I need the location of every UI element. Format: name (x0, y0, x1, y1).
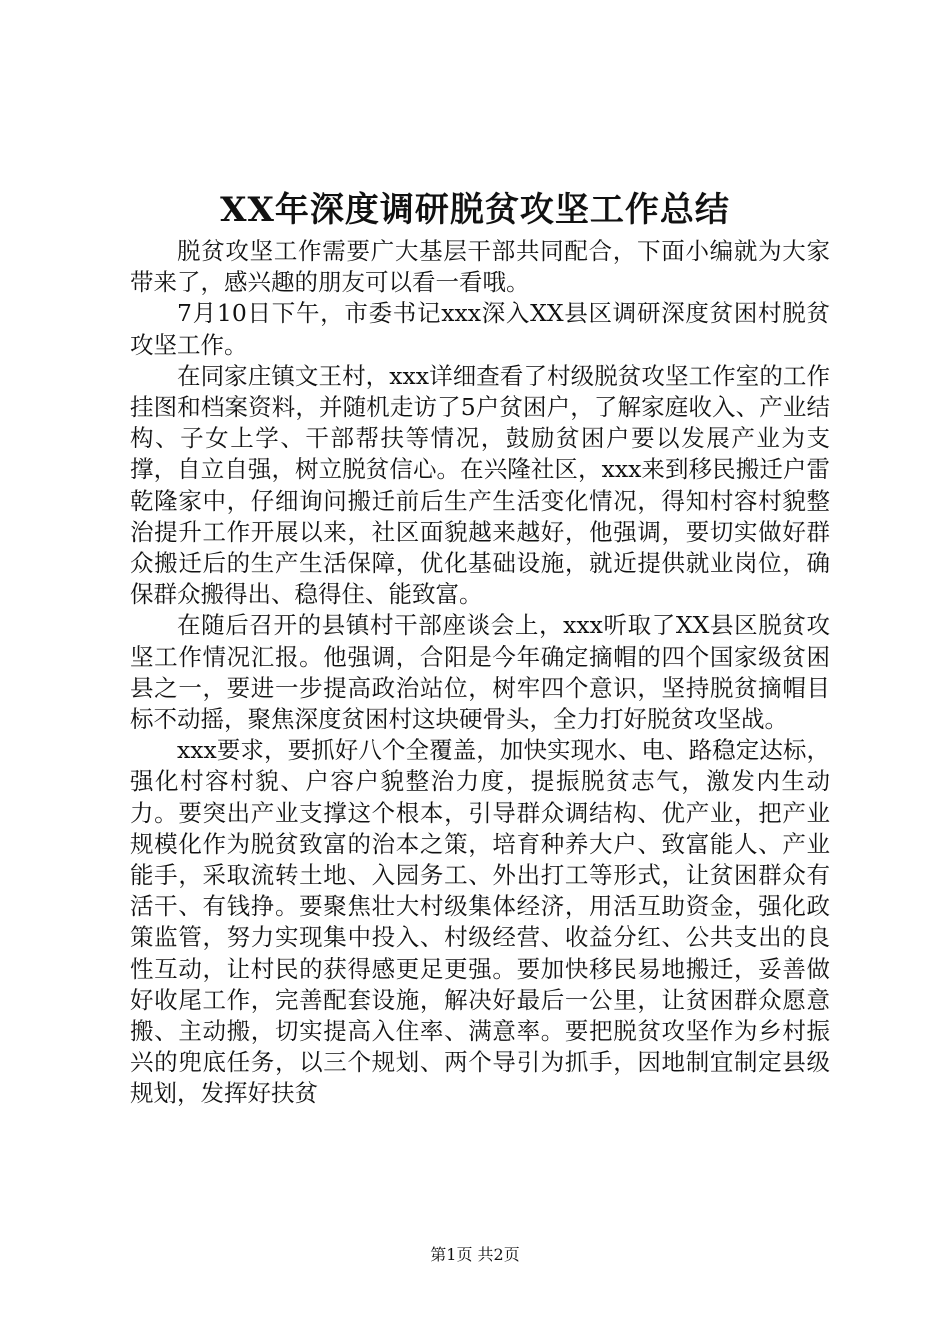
paragraph: 7月10日下午，市委书记xxx深入XX县区调研深度贫困村脱贫攻坚工作。 (130, 299, 830, 359)
document-body (130, 236, 830, 1110)
paragraph: 脱贫攻坚工作需要广大基层干部共同配合，下面小编就为大家带来了，感兴趣的朋友可以看一看哦。 (130, 237, 830, 297)
document-title: XX年深度调研脱贫攻坚工作总结 (220, 190, 730, 230)
page-number-footer: 第1页 共2页 (430, 1245, 520, 1264)
paragraph: 在随后召开的县镇村干部座谈会上，xxx听取了XX县区脱贫攻坚工作情况汇报。他强调，合阳是今年确定摘帽的四个国家级贫困县之一，要进一步提高政治站位，树牢四个意识，坚持脱贫摘帽目标不动摇，聚焦深度贫困村这块硬骨头，全力打好脱贫攻坚战。 (130, 611, 830, 734)
paragraph: xxx要求，要抓好八个全覆盖，加快实现水、电、路稳定达标，强化村容村貌、户容户貌整治力度，提振脱贫志气，激发内生动力。要突出产业支撑这个根本，引导群众调结构、优产业，把产业规模化作为脱贫致富的治本之策，培育种养大户、致富能人、产业能手，采取流转土地、入园务工、外出打工等形式，让贫困群众有活干、有钱挣。要聚焦壮大村级集体经济，用活互助资金，强化政策监管，努力实现集中投入、村级经营、收益分红、公共支出的良性互动，让村民的获得感更足更强。要加快移民易地搬迁，妥善做好收尾工作，完善配套设施，解决好最后一公里，让贫困群众愿意搬、主动搬，切实提高入住率、满意率。要把脱贫攻坚作为乡村振兴的兜底任务，以三个规划、两个导引为抓手，因地制宜制定县级规划，发挥好扶贫 (130, 736, 830, 1108)
paragraph: 在同家庄镇文王村，xxx详细查看了村级脱贫攻坚工作室的工作挂图和档案资料，并随机走访了5户贫困户，了解家庭收入、产业结构、子女上学、干部帮扶等情况，鼓励贫困户要以发展产业为支撑，自立自强，树立脱贫信心。在兴隆社区，xxx来到移民搬迁户雷乾隆家中，仔细询问搬迁前后生产生活变化情况，得知村容村貌整治提升工作开展以来，社区面貌越来越好，他强调，要切实做好群众搬迁后的生产生活保障，优化基础设施，就近提供就业岗位，确保群众搬得出、稳得住、能致富。 (130, 361, 830, 609)
